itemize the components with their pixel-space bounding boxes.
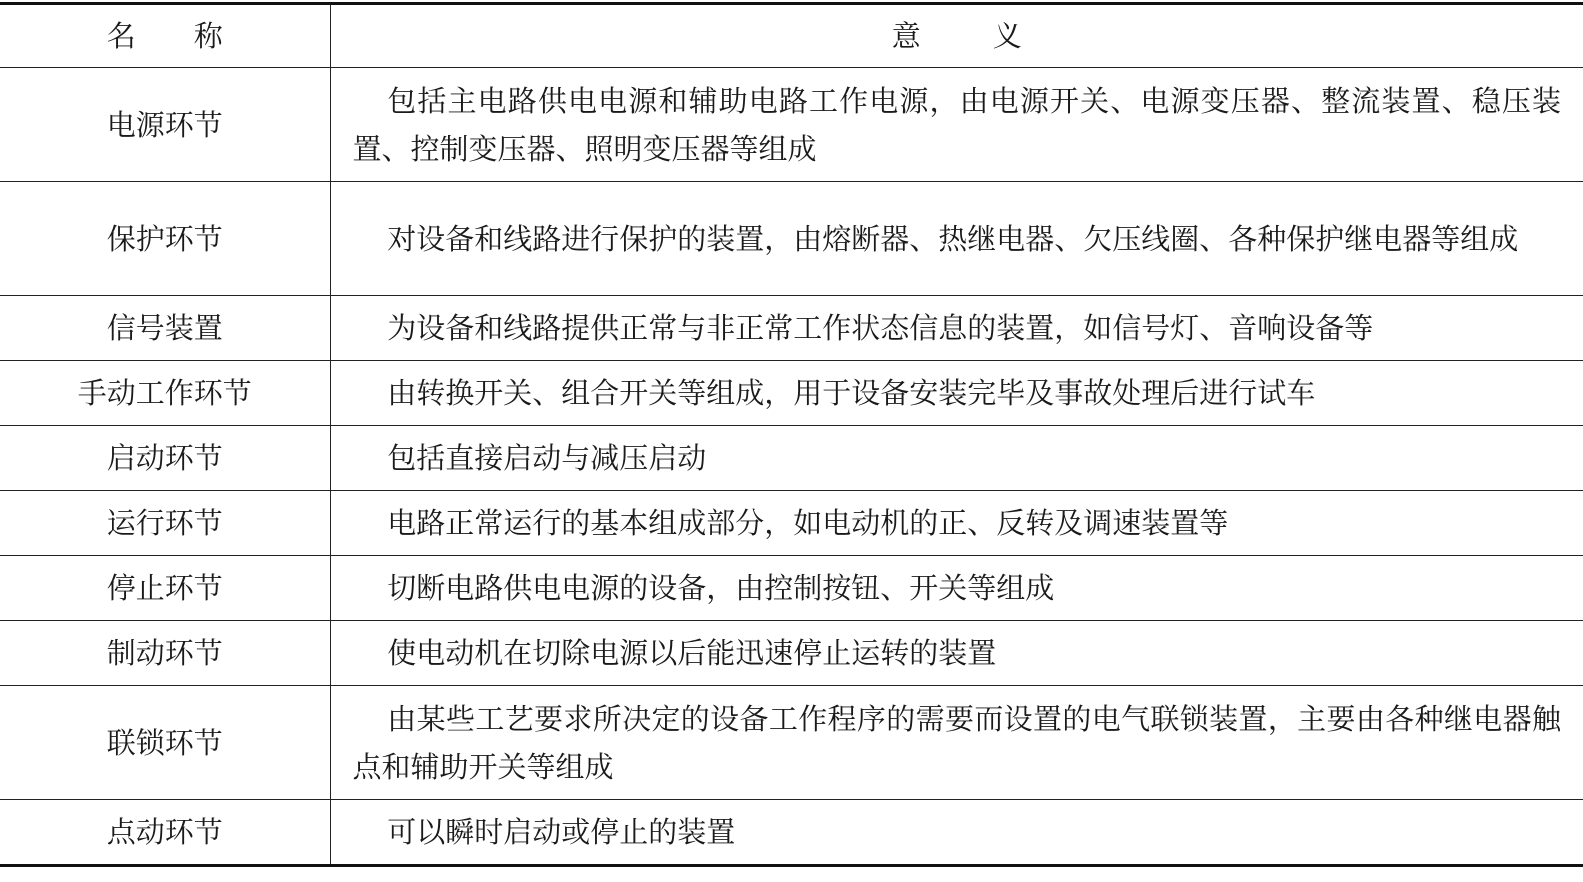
row-name: 保护环节 [0, 182, 330, 296]
row-name: 停止环节 [0, 556, 330, 621]
header-name-char-1: 名 [106, 19, 136, 53]
row-meaning: 包括主电路供电电源和辅助电路工作电源，由电源开关、电源变压器、整流装置、稳压装置、控制变压器、照明变压器等组成 [330, 68, 1583, 182]
table-header-row [0, 4, 1583, 68]
row-meaning: 使电动机在切除电源以后能迅速停止运转的装置 [330, 621, 1583, 686]
row-name: 制动环节 [0, 621, 330, 686]
table-row [0, 621, 1583, 686]
row-name: 联锁环节 [0, 686, 330, 800]
row-name: 点动环节 [0, 800, 330, 866]
row-meaning: 电路正常运行的基本组成部分，如电动机的正、反转及调速装置等 [330, 491, 1583, 556]
row-meaning: 可以瞬时启动或停止的装置 [330, 800, 1583, 866]
row-name: 电源环节 [0, 68, 330, 182]
header-name [0, 4, 330, 68]
row-name: 信号装置 [0, 296, 330, 361]
header-name-char-2: 称 [193, 19, 223, 53]
table-row [0, 361, 1583, 426]
header-meaning-char-1: 意 [891, 19, 921, 53]
row-meaning: 为设备和线路提供正常与非正常工作状态信息的装置，如信号灯、音响设备等 [330, 296, 1583, 361]
row-name: 运行环节 [0, 491, 330, 556]
header-meaning-char-2: 义 [992, 19, 1022, 53]
row-meaning: 切断电路供电电源的设备，由控制按钮、开关等组成 [330, 556, 1583, 621]
row-name: 手动工作环节 [0, 361, 330, 426]
header-meaning [330, 4, 1583, 68]
table-row [0, 800, 1583, 866]
table-row [0, 296, 1583, 361]
table-row [0, 556, 1583, 621]
row-meaning: 对设备和线路进行保护的装置，由熔断器、热继电器、欠压线圈、各种保护继电器等组成 [330, 182, 1583, 296]
table-body [0, 68, 1583, 866]
table-row [0, 182, 1583, 296]
row-meaning: 由某些工艺要求所决定的设备工作程序的需要而设置的电气联锁装置，主要由各种继电器触点和辅助开关等组成 [330, 686, 1583, 800]
circuit-links-table [0, 2, 1583, 867]
table-row [0, 491, 1583, 556]
table-row [0, 426, 1583, 491]
row-meaning: 由转换开关、组合开关等组成，用于设备安装完毕及事故处理后进行试车 [330, 361, 1583, 426]
table-row [0, 686, 1583, 800]
row-meaning: 包括直接启动与减压启动 [330, 426, 1583, 491]
table-row [0, 68, 1583, 182]
row-name: 启动环节 [0, 426, 330, 491]
